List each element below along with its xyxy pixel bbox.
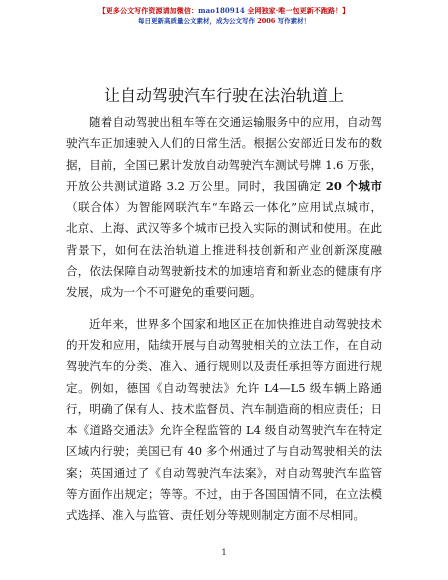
paragraph-line	[66, 378, 382, 399]
line-text: 随着自动驾驶出租车等在交通运输服务中的应用，自动驾	[89, 115, 382, 129]
line-text: 案；英国通过了《自动驾驶汽车法案》，对自动驾驶汽车监管	[66, 465, 382, 480]
line-text: 发展，成为一个不可避免的重要问题。	[66, 285, 262, 300]
line-text: 等方面作出规定；等等。不过，由于各国国情不同，在立法模	[66, 487, 382, 502]
document-title: 让自动驾驶汽车行驶在法治轨道上	[103, 86, 344, 105]
paragraph-line	[66, 197, 382, 218]
promo-banner-line-2-b: 2006	[257, 17, 276, 25]
paragraph-line	[66, 176, 382, 197]
promo-banner-wechat-id: mao180914	[198, 6, 245, 15]
promo-banner-line-2	[0, 16, 448, 27]
page-number: 1	[221, 548, 227, 557]
paragraph-line	[66, 505, 382, 526]
promo-banner-line-1	[0, 5, 448, 16]
paragraph-line	[66, 282, 382, 303]
paragraph	[66, 314, 382, 527]
line-text: 的开发和应用，陆续开展与自动驾驶相关的立法工作，在自动	[66, 337, 382, 352]
line-text: 行，明确了保有人、技术监督员、汽车制造商的相应责任；日	[66, 401, 382, 416]
line-text: 北京、上海、武汉等多个城市已投入实际的测试和使用。在此	[66, 221, 382, 236]
promo-banner-line-2-a: 每日更新高质量公文素材，成为公文写作	[137, 17, 255, 25]
promo-banner	[0, 5, 448, 27]
line-text: 本《道路交通法》允许全程监管的 L4 级自动驾驶汽车在特定	[66, 423, 382, 438]
line-text: 式选择、准入与监管、责任划分等规则制定方面不尽相同。	[66, 508, 365, 523]
promo-banner-line-1-c: 全网独家·唯一包更新不跑路！】	[247, 6, 350, 15]
paragraph-line	[66, 484, 382, 505]
paragraph-line	[66, 463, 382, 484]
line-text: （联合体）为智能网联汽车“车路云一体化”应用试点城市，	[66, 200, 382, 215]
line-text: 据，目前，全国已累计发放自动驾驶汽车测试号牌 1.6 万张，	[66, 157, 382, 172]
line-text: 驶汽车正加速驶入人们的日常生活。根据公安部近日发布的数	[66, 136, 382, 151]
line-text: 背景下，如何在法治轨道上推进科技创新和产业创新深度融	[66, 242, 382, 257]
line-text: 近年来，世界多个国家和地区正在加快推进自动驾驶技术	[89, 316, 382, 331]
paragraph-line	[66, 155, 382, 176]
paragraph-line	[66, 112, 382, 133]
line-text: 合，依法保障自动驾驶新技术的加速培育和新业态的健康有序	[66, 264, 382, 279]
paragraph-line	[66, 218, 382, 239]
paragraph-line	[66, 356, 382, 377]
document-body	[66, 112, 382, 537]
promo-banner-line-2-c: 写作素材！	[277, 17, 311, 25]
paragraph-line	[66, 261, 382, 282]
emphasized-text: 20 个城市	[325, 178, 382, 193]
paragraph-line	[66, 133, 382, 154]
paragraph-line	[66, 420, 382, 441]
paragraph-line	[66, 441, 382, 462]
paragraph-line	[66, 335, 382, 356]
paragraph-line	[66, 314, 382, 335]
line-text: 区域内行驶；美国已有 40 多个州通过了与自动驾驶相关的法	[66, 444, 382, 459]
paragraph-line	[66, 399, 382, 420]
line-text: 开放公共测试道路 3.2 万公里。同时，我国确定	[66, 178, 326, 193]
line-text: 驾驶汽车的分类、准入、通行规则以及责任承担等方面进行规	[66, 359, 382, 374]
paragraph-line	[66, 240, 382, 261]
line-text: 定。例如，德国《自动驾驶法》允许 L4—L5 级车辆上路通	[66, 380, 382, 395]
paragraph	[66, 112, 382, 304]
promo-banner-line-1-a: 【更多公文写作资源请加微信：	[98, 6, 199, 15]
